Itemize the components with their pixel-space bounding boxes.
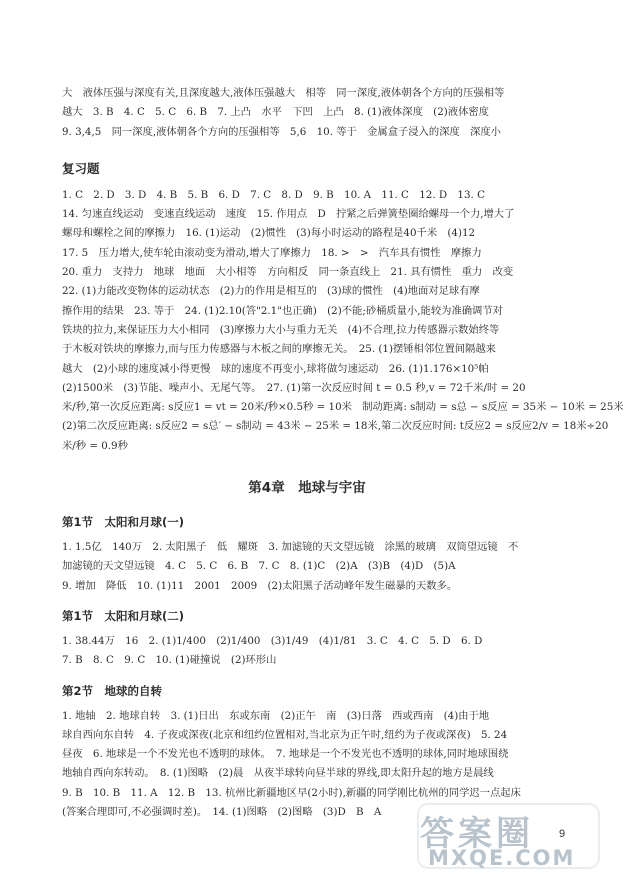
text-line: 1. 地轴 2. 地球自转 3. (1)日出 东或东南 (2)正午 南 (3)日落 西或西南 (4)由于地: [62, 709, 490, 722]
text-line: (答案合理即可,不必强调时差)。 14. (1)图略 (2)图略 (3)D B A: [62, 806, 382, 819]
text-line: 螺母和螺栓之间的摩擦力 16. (1)运动 (2)惯性 (3)每小时运动的路程是40千米 (4)12: [62, 227, 476, 240]
text-line: (2)第二次反应距离: s反应2 = s总′ − s制动 = 43米 − 25米 = 18米,第二次反应时间: t反应2 = s反应2/v = 18米÷20: [62, 420, 609, 433]
text-line: 17. 5 压力增大,使车轮由滚动变为滑动,增大了摩擦力 18. > > 汽车具有惯性 摩擦力: [62, 246, 482, 259]
review-answers: [62, 186, 624, 456]
text-line: 昼夜 6. 地球是一个不发光也不透明的球体。 7. 地球是一个不发光也不透明的球体,同时地球围绕: [62, 748, 509, 761]
text-line: 9. 增加 降低 10. (1)11 2001 2009 (2)太阳黑子活动峰年发生磁暴的天数多。: [62, 579, 458, 592]
text-line: 米/秒,第一次反应距离: s反应1 = vt = 20米/秒×0.5秒 = 10米 制动距离: s制动 = s总 − s反应 = 35米 − 10米 = 25米: [62, 401, 624, 414]
page-number: 9: [559, 828, 566, 840]
text-line: (2)1500米 (3)节能、噪声小、无尾气等。 27. (1)第一次反应时间 t = 0.5 秒,v = 72千米/时 = 20: [62, 381, 526, 394]
text-line: 1. 38.44万 16 2. (1)1/400 (2)1/400 (3)1/49 (4)1/81 3. C 4. C 5. D 6. D: [62, 634, 483, 647]
text-line: 铁块的拉力,来保证压力大小相同 (3)摩擦力大小与重力无关 (4)不合理,拉力传感器示数始终等: [62, 323, 500, 336]
continued-answers: [62, 84, 552, 142]
text-line: 擦作用的结果 23. 等于 24. (1)2.10(答"2.1"也正确) (2)不能;砂桶质量小,能较为准确调节对: [62, 304, 503, 317]
text-line: 7. B 8. C 9. C 10. (1)碰撞说 (2)环形山: [62, 654, 277, 667]
text-line: 1. 1.5亿 140万 2. 太阳黑子 低 耀斑 3. 加滤镜的天文望远镜 涂黑的玻璃 双筒望远镜 不: [62, 541, 519, 554]
text-line: 加滤镜的天文望远镜 4. C 5. C 6. B 7. C 8. (1)C (2)A (3)B (4)D (5)A: [62, 560, 456, 573]
text-line: 20. 重力 支持力 地球 地面 大小相等 方向相反 同一条直线上 21. 具有惯性 重力 改变: [62, 266, 514, 279]
section-title: 第2节 地球的自转: [62, 683, 163, 698]
text-line: 14. 匀速直线运动 变速直线运动 速度 15. 作用点 D 拧紧之后弹簧垫圈给螺母一个力,增大了: [62, 208, 515, 221]
section-sun-moon-1: [62, 514, 552, 596]
review-heading: 复习题: [62, 160, 100, 176]
text-line: 1. C 2. D 3. D 4. B 5. B 6. D 7. C 8. D 9. B 10. A 11. C 12. D 13. C: [62, 188, 485, 201]
text-line: 9. B 10. B 11. A 12. B 13. 杭州比新疆地区早(2小时),新疆的同学刚比杭州的同学迟一点起床: [62, 786, 521, 799]
section-sun-moon-2: [62, 608, 552, 671]
text-line: 球自西向东自转 4. 子夜或深夜(北京和纽约位置相对,当北京为正午时,纽约为子夜或深夜) 5. 24: [62, 728, 508, 741]
chapter-title: 第4章 地球与宇宙: [248, 480, 366, 497]
watermark-text: 答案圈: [420, 814, 534, 854]
text-line: 越大 (2)小球的速度减小得更慢 球的速度不再变小,球将做匀速运动 26. (1)1.176×10⁵帕: [62, 362, 489, 375]
text-line: 米/秒 = 0.9秒: [62, 439, 128, 452]
text-line: 9. 3,4,5 同一深度,液体朝各个方向的压强相等 5,6 10. 等于 金属盒子浸入的深度 深度小: [62, 125, 501, 138]
text-line: 大 液体压强与深度有关,且深度越大,液体压强越大 相等 同一深度,液体朝各个方向的压强相等: [62, 87, 505, 99]
text-line: 地轴自西向东转动。 8. (1)图略 (2)晨 从夜半球转向昼半球的界线,即太阳升起的地方是晨线: [62, 767, 494, 780]
text-line: 于木板对铁块的摩擦力,而与压力传感器与木板之间的摩擦无关。 25. (1)摆锤相邻位置间隔越来: [62, 343, 496, 356]
section-title: 第1节 太阳和月球(一): [62, 515, 185, 530]
text-line: 越大 3. B 4. C 5. C 6. B 7. 上凸 水平 下凹 上凸 8. (1)液体深度 (2)液体密度: [62, 106, 489, 119]
text-line: 22. (1)力能改变物体的运动状态 (2)力的作用是相互的 (3)球的惯性 (4)地面对足球有摩: [62, 285, 480, 298]
page-content: [62, 84, 624, 822]
section-title: 第1节 太阳和月球(二): [62, 608, 185, 623]
watermark-url: MXQE.COM: [428, 846, 576, 870]
